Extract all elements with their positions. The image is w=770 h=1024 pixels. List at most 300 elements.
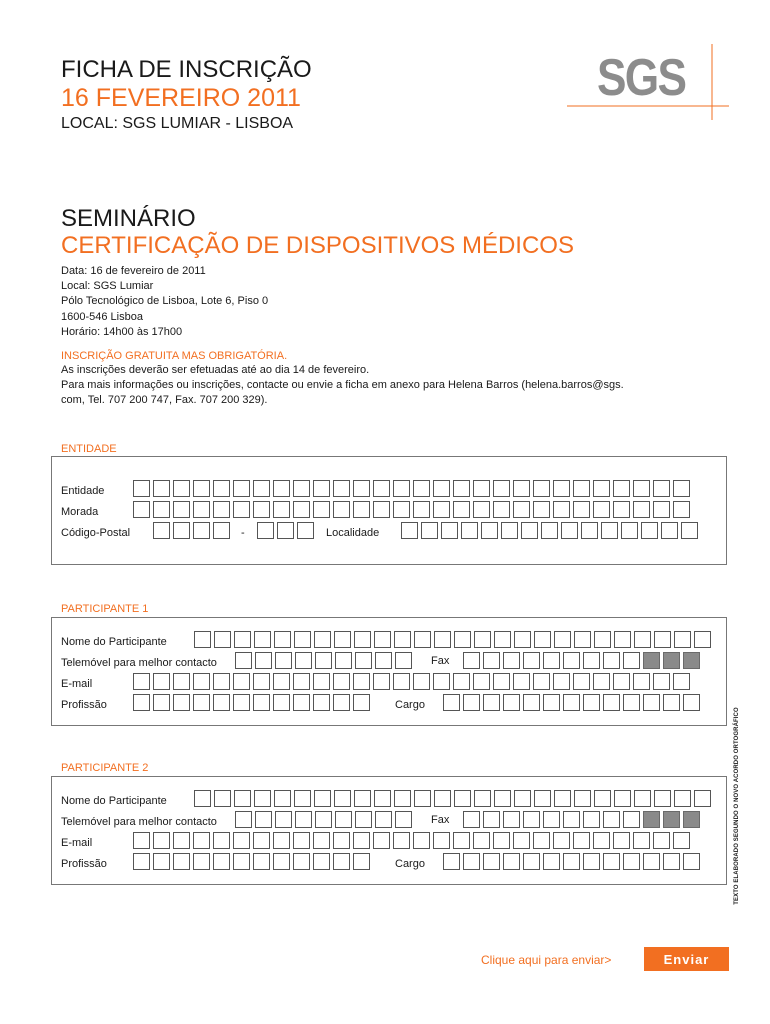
char-box[interactable] [633, 501, 650, 518]
char-box[interactable] [277, 522, 294, 539]
char-box[interactable] [583, 853, 600, 870]
char-box[interactable] [533, 501, 550, 518]
char-box[interactable] [474, 631, 491, 648]
char-box[interactable] [433, 501, 450, 518]
char-box[interactable] [233, 694, 250, 711]
char-box[interactable] [274, 631, 291, 648]
char-box[interactable] [553, 673, 570, 690]
char-box[interactable] [543, 853, 560, 870]
char-box[interactable] [643, 652, 660, 669]
char-box[interactable] [434, 631, 451, 648]
char-box[interactable] [434, 790, 451, 807]
char-box[interactable] [613, 673, 630, 690]
participant1-cargo-input[interactable] [443, 694, 700, 711]
char-box[interactable] [273, 853, 290, 870]
char-box[interactable] [623, 652, 640, 669]
char-box[interactable] [594, 790, 611, 807]
char-box[interactable] [255, 811, 272, 828]
char-box[interactable] [543, 652, 560, 669]
char-box[interactable] [133, 480, 150, 497]
char-box[interactable] [333, 694, 350, 711]
participant1-name-input[interactable] [194, 631, 711, 648]
char-box[interactable] [494, 631, 511, 648]
char-box[interactable] [553, 501, 570, 518]
char-box[interactable] [295, 811, 312, 828]
char-box[interactable] [314, 631, 331, 648]
char-box[interactable] [173, 673, 190, 690]
char-box[interactable] [483, 811, 500, 828]
char-box[interactable] [573, 832, 590, 849]
char-box[interactable] [453, 501, 470, 518]
char-box[interactable] [253, 673, 270, 690]
char-box[interactable] [293, 673, 310, 690]
char-box[interactable] [255, 652, 272, 669]
char-box[interactable] [514, 790, 531, 807]
char-box[interactable] [421, 522, 438, 539]
char-box[interactable] [393, 480, 410, 497]
char-box[interactable] [441, 522, 458, 539]
char-box[interactable] [503, 811, 520, 828]
char-box[interactable] [333, 673, 350, 690]
participant2-profession-input[interactable] [133, 853, 370, 870]
char-box[interactable] [273, 694, 290, 711]
char-box[interactable] [483, 694, 500, 711]
char-box[interactable] [194, 790, 211, 807]
char-box[interactable] [634, 790, 651, 807]
char-box[interactable] [333, 853, 350, 870]
char-box[interactable] [541, 522, 558, 539]
char-box[interactable] [683, 694, 700, 711]
char-box[interactable] [461, 522, 478, 539]
char-box[interactable] [193, 853, 210, 870]
char-box[interactable] [663, 811, 680, 828]
char-box[interactable] [153, 673, 170, 690]
char-box[interactable] [253, 853, 270, 870]
char-box[interactable] [594, 631, 611, 648]
char-box[interactable] [233, 853, 250, 870]
char-box[interactable] [654, 631, 671, 648]
char-box[interactable] [454, 631, 471, 648]
char-box[interactable] [295, 652, 312, 669]
char-box[interactable] [603, 694, 620, 711]
char-box[interactable] [593, 673, 610, 690]
char-box[interactable] [275, 811, 292, 828]
char-box[interactable] [414, 631, 431, 648]
char-box[interactable] [193, 673, 210, 690]
char-box[interactable] [313, 694, 330, 711]
char-box[interactable] [233, 673, 250, 690]
participant1-phone-input[interactable] [235, 652, 412, 669]
char-box[interactable] [463, 853, 480, 870]
char-box[interactable] [193, 522, 210, 539]
char-box[interactable] [353, 673, 370, 690]
participant2-fax-input[interactable] [463, 811, 700, 828]
char-box[interactable] [354, 631, 371, 648]
char-box[interactable] [253, 480, 270, 497]
morada-input[interactable] [133, 501, 690, 518]
char-box[interactable] [273, 673, 290, 690]
char-box[interactable] [394, 790, 411, 807]
char-box[interactable] [523, 811, 540, 828]
char-box[interactable] [543, 811, 560, 828]
char-box[interactable] [483, 652, 500, 669]
char-box[interactable] [653, 501, 670, 518]
char-box[interactable] [353, 694, 370, 711]
char-box[interactable] [395, 652, 412, 669]
char-box[interactable] [674, 790, 691, 807]
char-box[interactable] [603, 853, 620, 870]
char-box[interactable] [433, 832, 450, 849]
char-box[interactable] [563, 652, 580, 669]
char-box[interactable] [633, 673, 650, 690]
char-box[interactable] [663, 652, 680, 669]
char-box[interactable] [453, 673, 470, 690]
char-box[interactable] [133, 853, 150, 870]
char-box[interactable] [293, 501, 310, 518]
char-box[interactable] [533, 832, 550, 849]
char-box[interactable] [353, 853, 370, 870]
char-box[interactable] [614, 631, 631, 648]
char-box[interactable] [453, 480, 470, 497]
char-box[interactable] [653, 480, 670, 497]
char-box[interactable] [473, 832, 490, 849]
char-box[interactable] [414, 790, 431, 807]
char-box[interactable] [373, 832, 390, 849]
char-box[interactable] [573, 480, 590, 497]
char-box[interactable] [153, 522, 170, 539]
char-box[interactable] [501, 522, 518, 539]
char-box[interactable] [433, 673, 450, 690]
char-box[interactable] [574, 631, 591, 648]
char-box[interactable] [235, 811, 252, 828]
char-box[interactable] [621, 522, 638, 539]
char-box[interactable] [473, 501, 490, 518]
char-box[interactable] [413, 501, 430, 518]
char-box[interactable] [273, 832, 290, 849]
char-box[interactable] [563, 694, 580, 711]
char-box[interactable] [633, 832, 650, 849]
char-box[interactable] [233, 480, 250, 497]
char-box[interactable] [554, 790, 571, 807]
char-box[interactable] [213, 694, 230, 711]
char-box[interactable] [683, 811, 700, 828]
participant1-profession-input[interactable] [133, 694, 370, 711]
char-box[interactable] [214, 631, 231, 648]
entidade-input[interactable] [133, 480, 690, 497]
char-box[interactable] [643, 694, 660, 711]
char-box[interactable] [173, 832, 190, 849]
char-box[interactable] [521, 522, 538, 539]
localidade-input[interactable] [401, 522, 698, 539]
char-box[interactable] [297, 522, 314, 539]
char-box[interactable] [534, 790, 551, 807]
char-box[interactable] [553, 832, 570, 849]
char-box[interactable] [314, 790, 331, 807]
char-box[interactable] [443, 853, 460, 870]
char-box[interactable] [413, 832, 430, 849]
participant2-phone-input[interactable] [235, 811, 412, 828]
char-box[interactable] [463, 811, 480, 828]
char-box[interactable] [353, 480, 370, 497]
char-box[interactable] [293, 853, 310, 870]
participant1-email-input[interactable] [133, 673, 690, 690]
char-box[interactable] [523, 853, 540, 870]
char-box[interactable] [433, 480, 450, 497]
char-box[interactable] [193, 501, 210, 518]
postal-code-input-a[interactable] [153, 522, 230, 539]
char-box[interactable] [133, 673, 150, 690]
char-box[interactable] [273, 501, 290, 518]
char-box[interactable] [294, 790, 311, 807]
char-box[interactable] [194, 631, 211, 648]
char-box[interactable] [333, 501, 350, 518]
char-box[interactable] [573, 673, 590, 690]
char-box[interactable] [493, 480, 510, 497]
char-box[interactable] [513, 480, 530, 497]
char-box[interactable] [373, 501, 390, 518]
char-box[interactable] [333, 832, 350, 849]
char-box[interactable] [294, 631, 311, 648]
participant2-cargo-input[interactable] [443, 853, 700, 870]
char-box[interactable] [553, 480, 570, 497]
char-box[interactable] [235, 652, 252, 669]
char-box[interactable] [393, 832, 410, 849]
char-box[interactable] [463, 694, 480, 711]
char-box[interactable] [153, 694, 170, 711]
char-box[interactable] [355, 652, 372, 669]
seminar-label: SEMINÁRIO [61, 205, 196, 232]
char-box[interactable] [173, 501, 190, 518]
char-box[interactable] [493, 673, 510, 690]
char-box[interactable] [694, 790, 711, 807]
char-box[interactable] [493, 832, 510, 849]
char-box[interactable] [355, 811, 372, 828]
char-box[interactable] [593, 832, 610, 849]
char-box[interactable] [374, 631, 391, 648]
char-box[interactable] [293, 832, 310, 849]
char-box[interactable] [193, 480, 210, 497]
char-box[interactable] [375, 811, 392, 828]
char-box[interactable] [574, 790, 591, 807]
char-box[interactable] [593, 501, 610, 518]
char-box[interactable] [473, 673, 490, 690]
char-box[interactable] [193, 694, 210, 711]
participant2-name-input[interactable] [194, 790, 711, 807]
char-box[interactable] [254, 631, 271, 648]
char-box[interactable] [133, 832, 150, 849]
char-box[interactable] [554, 631, 571, 648]
char-box[interactable] [273, 480, 290, 497]
char-box[interactable] [375, 652, 392, 669]
participant2-email-input[interactable] [133, 832, 690, 849]
char-box[interactable] [213, 501, 230, 518]
char-box[interactable] [493, 501, 510, 518]
char-box[interactable] [641, 522, 658, 539]
char-box[interactable] [193, 832, 210, 849]
char-box[interactable] [234, 631, 251, 648]
char-box[interactable] [583, 811, 600, 828]
char-box[interactable] [694, 631, 711, 648]
participant1-name-label: Nome do Participante [61, 636, 167, 648]
char-box[interactable] [614, 790, 631, 807]
char-box[interactable] [293, 694, 310, 711]
char-box[interactable] [153, 501, 170, 518]
char-box[interactable] [583, 652, 600, 669]
char-box[interactable] [401, 522, 418, 539]
char-box[interactable] [334, 790, 351, 807]
char-box[interactable] [373, 673, 390, 690]
char-box[interactable] [463, 652, 480, 669]
char-box[interactable] [653, 832, 670, 849]
char-box[interactable] [214, 790, 231, 807]
char-box[interactable] [661, 522, 678, 539]
char-box[interactable] [393, 673, 410, 690]
char-box[interactable] [173, 480, 190, 497]
char-box[interactable] [257, 522, 274, 539]
morada-label: Morada [61, 506, 99, 518]
char-box[interactable] [313, 501, 330, 518]
char-box[interactable] [313, 832, 330, 849]
char-box[interactable] [643, 811, 660, 828]
char-box[interactable] [623, 694, 640, 711]
char-box[interactable] [503, 652, 520, 669]
char-box[interactable] [681, 522, 698, 539]
char-box[interactable] [313, 480, 330, 497]
char-box[interactable] [473, 480, 490, 497]
char-box[interactable] [573, 501, 590, 518]
char-box[interactable] [133, 694, 150, 711]
char-box[interactable] [481, 522, 498, 539]
char-box[interactable] [315, 811, 332, 828]
char-box[interactable] [393, 501, 410, 518]
char-box[interactable] [253, 501, 270, 518]
char-box[interactable] [613, 480, 630, 497]
char-box[interactable] [634, 631, 651, 648]
char-box[interactable] [133, 501, 150, 518]
send-prompt-link[interactable]: Clique aqui para enviar> [481, 953, 612, 967]
char-box[interactable] [623, 853, 640, 870]
char-box[interactable] [513, 832, 530, 849]
char-box[interactable] [653, 673, 670, 690]
char-box[interactable] [374, 790, 391, 807]
char-box[interactable] [373, 480, 390, 497]
char-box[interactable] [674, 631, 691, 648]
char-box[interactable] [353, 832, 370, 849]
char-box[interactable] [213, 853, 230, 870]
char-box[interactable] [593, 480, 610, 497]
char-box[interactable] [313, 673, 330, 690]
char-box[interactable] [234, 790, 251, 807]
char-box[interactable] [623, 811, 640, 828]
char-box[interactable] [213, 673, 230, 690]
char-box[interactable] [673, 832, 690, 849]
char-box[interactable] [633, 480, 650, 497]
char-box[interactable] [601, 522, 618, 539]
char-box[interactable] [253, 694, 270, 711]
char-box[interactable] [454, 790, 471, 807]
char-box[interactable] [213, 522, 230, 539]
char-box[interactable] [483, 853, 500, 870]
char-box[interactable] [233, 832, 250, 849]
char-box[interactable] [315, 652, 332, 669]
char-box[interactable] [293, 480, 310, 497]
char-box[interactable] [254, 790, 271, 807]
char-box[interactable] [603, 811, 620, 828]
char-box[interactable] [533, 673, 550, 690]
char-box[interactable] [153, 853, 170, 870]
char-box[interactable] [673, 673, 690, 690]
char-box[interactable] [523, 694, 540, 711]
char-box[interactable] [335, 811, 352, 828]
char-box[interactable] [474, 790, 491, 807]
char-box[interactable] [561, 522, 578, 539]
char-box[interactable] [654, 790, 671, 807]
char-box[interactable] [443, 694, 460, 711]
char-box[interactable] [333, 480, 350, 497]
char-box[interactable] [413, 480, 430, 497]
char-box[interactable] [613, 832, 630, 849]
char-box[interactable] [533, 480, 550, 497]
char-box[interactable] [563, 811, 580, 828]
postal-code-input-b[interactable] [257, 522, 314, 539]
char-box[interactable] [583, 694, 600, 711]
char-box[interactable] [395, 811, 412, 828]
char-box[interactable] [394, 631, 411, 648]
char-box[interactable] [581, 522, 598, 539]
char-box[interactable] [673, 480, 690, 497]
participant1-fax-input[interactable] [463, 652, 700, 669]
char-box[interactable] [503, 853, 520, 870]
char-box[interactable] [513, 673, 530, 690]
send-button[interactable]: Enviar [644, 947, 729, 971]
char-box[interactable] [153, 832, 170, 849]
char-box[interactable] [563, 853, 580, 870]
char-box[interactable] [523, 652, 540, 669]
char-box[interactable] [494, 790, 511, 807]
char-box[interactable] [663, 694, 680, 711]
char-box[interactable] [275, 652, 292, 669]
char-box[interactable] [335, 652, 352, 669]
char-box[interactable] [613, 501, 630, 518]
char-box[interactable] [534, 631, 551, 648]
char-box[interactable] [663, 853, 680, 870]
char-box[interactable] [213, 832, 230, 849]
char-box[interactable] [354, 790, 371, 807]
char-box[interactable] [353, 501, 370, 518]
char-box[interactable] [503, 694, 520, 711]
char-box[interactable] [683, 652, 700, 669]
char-box[interactable] [603, 652, 620, 669]
char-box[interactable] [153, 480, 170, 497]
char-box[interactable] [453, 832, 470, 849]
char-box[interactable] [543, 694, 560, 711]
char-box[interactable] [513, 501, 530, 518]
char-box[interactable] [173, 853, 190, 870]
char-box[interactable] [253, 832, 270, 849]
char-box[interactable] [173, 522, 190, 539]
char-box[interactable] [643, 853, 660, 870]
char-box[interactable] [213, 480, 230, 497]
char-box[interactable] [673, 501, 690, 518]
char-box[interactable] [233, 501, 250, 518]
char-box[interactable] [334, 631, 351, 648]
char-box[interactable] [313, 853, 330, 870]
char-box[interactable] [173, 694, 190, 711]
char-box[interactable] [413, 673, 430, 690]
char-box[interactable] [274, 790, 291, 807]
char-box[interactable] [514, 631, 531, 648]
char-box[interactable] [683, 853, 700, 870]
